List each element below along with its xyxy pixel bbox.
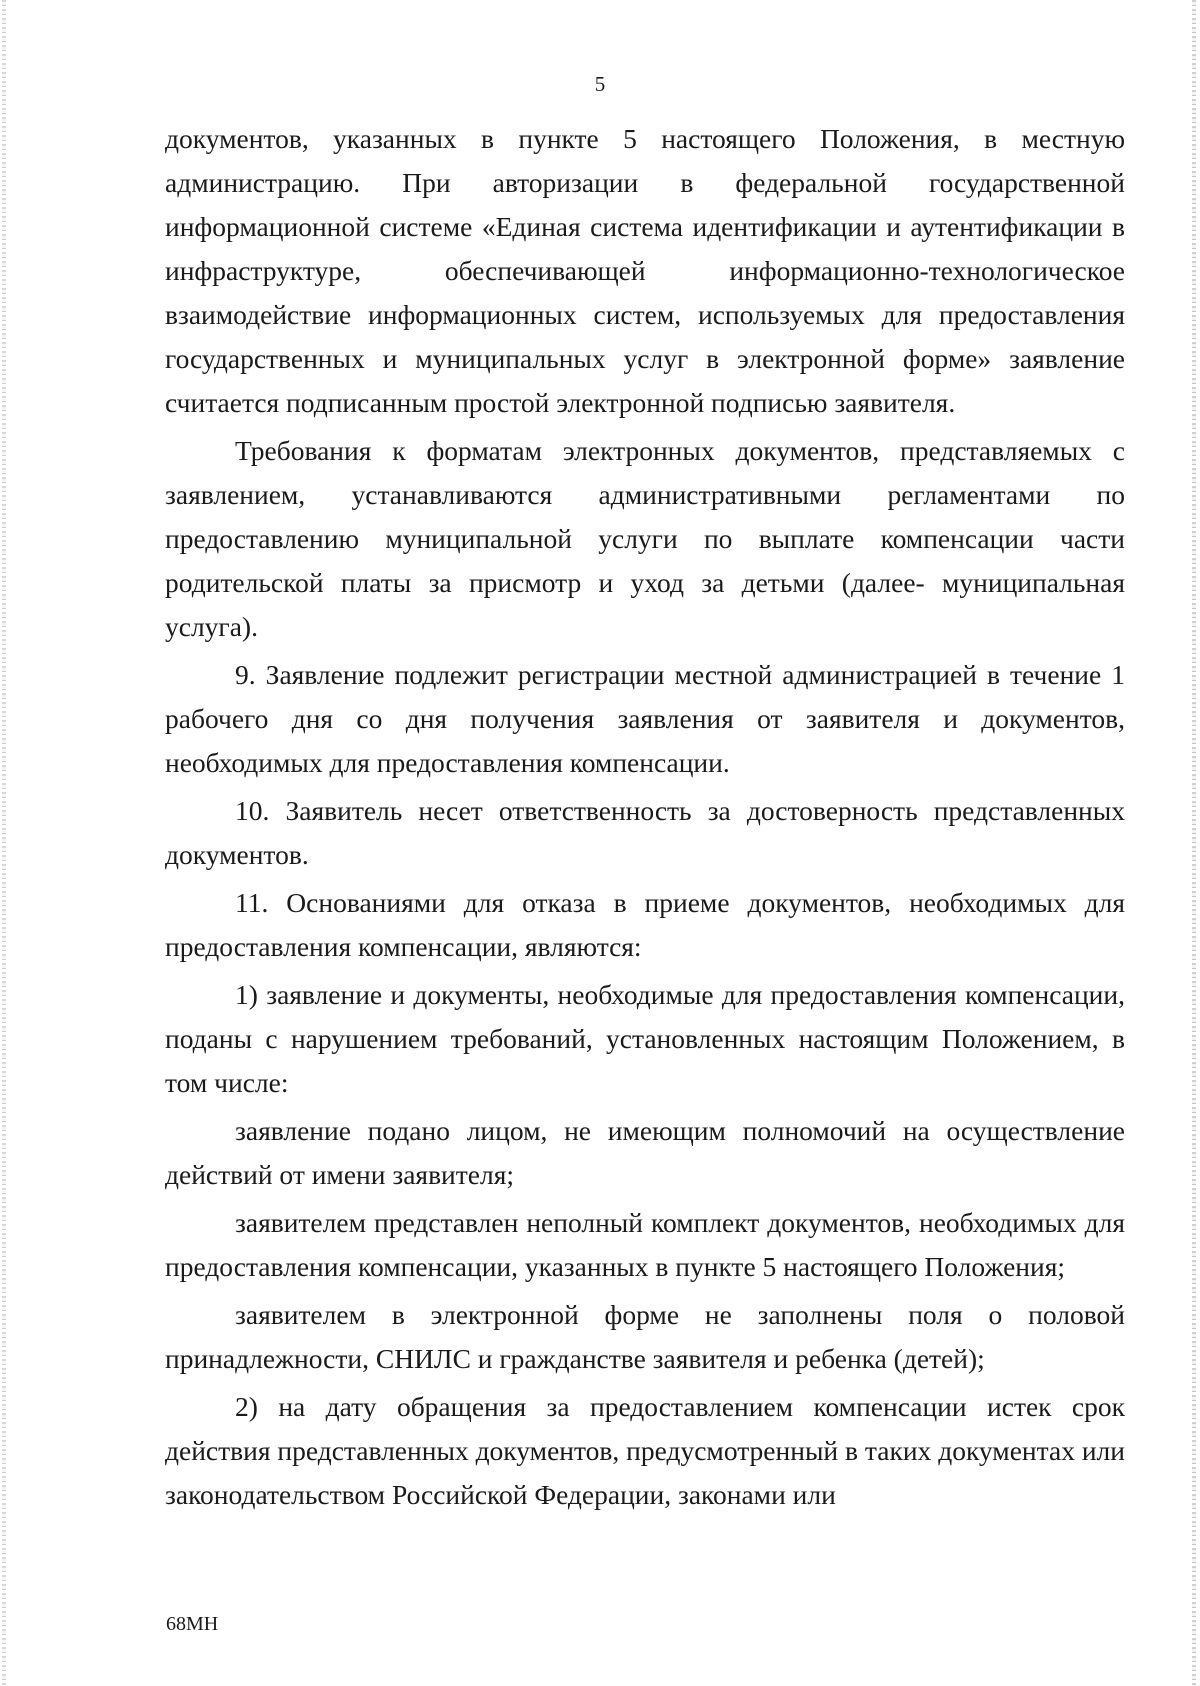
footer-code: 68МН — [166, 1613, 219, 1635]
paragraph-subitem-2: 2) на дату обращения за предоставлением компенсации истек срок действия представленных документов, предусмотренный в таких документах или законодательством Российской Федерации, законами или — [165, 1391, 1125, 1510]
paragraph-subitem-1: 1) заявление и документы, необходимые для предоставления компенсации, поданы с нарушением требований, установленных настоящим Положением, в том числе: — [165, 979, 1125, 1098]
page-number: 5 — [594, 72, 606, 96]
paragraph-clause-empty-fields: заявителем в электронной форме не заполнены поля о половой принадлежности, СНИЛС и гражданстве заявителя и ребенка (детей); — [165, 1299, 1125, 1374]
paragraph-clause-unauthorized: заявление подано лицом, не имеющим полномочий на осуществление действий от имени заявителя; — [165, 1115, 1125, 1190]
scan-edge-right — [1192, 0, 1196, 1686]
paragraph-clause-incomplete: заявителем представлен неполный комплект документов, необходимых для предоставления компенсации, указанных в пункте 5 настоящего Положения; — [165, 1207, 1125, 1282]
paragraph-item-10: 10. Заявитель несет ответственность за достоверность представленных документов. — [165, 795, 1125, 870]
paragraph-item-11: 11. Основаниями для отказа в приеме документов, необходимых для предоставления компенсации, являются: — [165, 887, 1125, 962]
document-body — [165, 117, 1125, 1521]
paragraph-format-requirements: Требования к форматам электронных документов, представляемых с заявлением, устанавливаются административными регламентами по предоставлению муниципальной услуги по выплате компенсации части родительской платы за присмотр и уход за детьми (далее- муниципальная услуга). — [165, 435, 1125, 642]
paragraph-item-9: 9. Заявление подлежит регистрации местной администрацией в течение 1 рабочего дня со дня получения заявления от заявителя и документов, необходимых для предоставления компенсации. — [165, 659, 1125, 778]
paragraph-continuation: документов, указанных в пункте 5 настоящего Положения, в местную администрацию. При авторизации в федеральной государственной информационной системе «Единая система идентификации и аутентификации в инфраструктуре, обеспечивающей информационно-технологическое взаимодействие информационных систем, используемых для предоставления государственных и муниципальных услуг в электронной форме» заявление считается подписанным простой электронной подписью заявителя. — [165, 123, 1125, 418]
scan-edge-left — [2, 0, 6, 1686]
